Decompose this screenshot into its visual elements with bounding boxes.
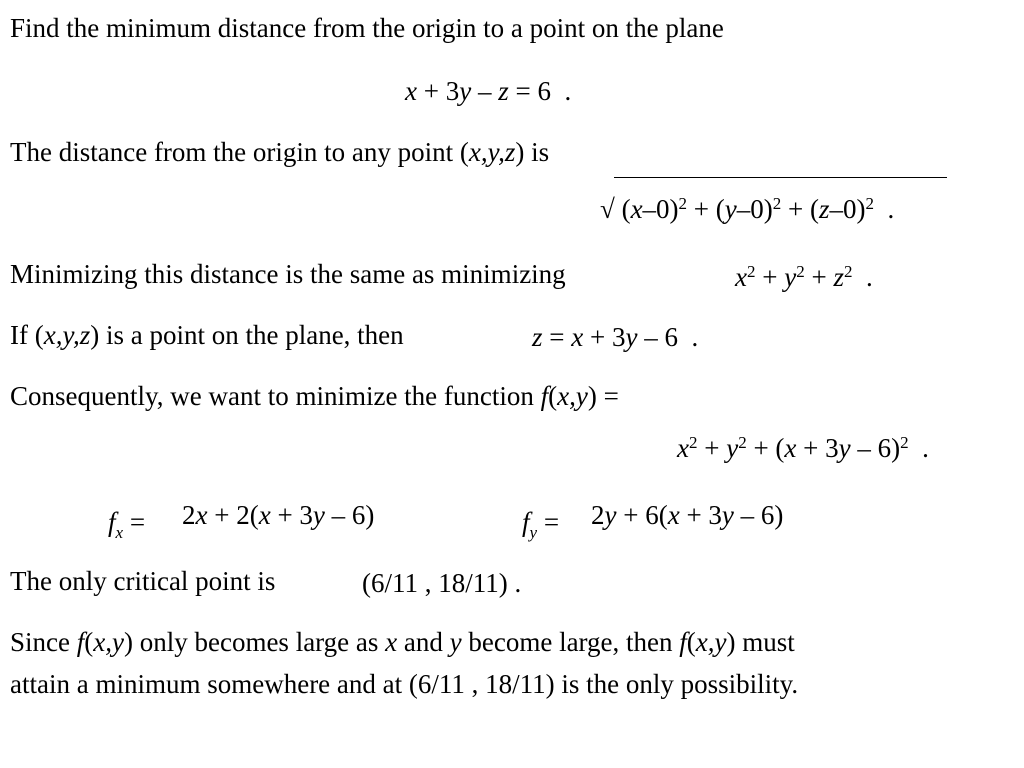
fx-expression: 2x + 2(x + 3y – 6) xyxy=(182,500,375,530)
sqrt-vinculum xyxy=(614,177,947,178)
fy-label: $f_y$ = xyxy=(522,507,560,542)
critical-text: The only critical point is xyxy=(10,566,276,596)
plane-point-text: If (x,y,z) is a point on the plane, then xyxy=(10,320,404,350)
distance-formula: √ $(x-0)^2 + (y-0)^2 + (z-0)^2$ . xyxy=(600,194,895,224)
critical-point: (6/11 , 18/11) . xyxy=(362,568,522,598)
plane-equation: x + 3y – z = 6 . xyxy=(405,76,572,106)
minimize-text: Minimizing this distance is the same as minimizing xyxy=(10,259,566,289)
fy-expression: 2y + 6(x + 3y – 6) xyxy=(591,500,784,530)
conclusion-line-1: Since f(x,y) only becomes large as x and y become large, then f(x,y) must xyxy=(10,627,795,657)
problem-statement: Find the minimum distance from the origin to a point on the plane xyxy=(10,13,724,43)
minimize-expression: $x^2 + y^2 + z^2$ . xyxy=(735,262,873,292)
conclusion-line-2: attain a minimum somewhere and at (6/11 , 18/11) is the only possibility. xyxy=(10,669,799,699)
distance-intro: The distance from the origin to any point (x,y,z) is xyxy=(10,137,550,167)
fx-label: $f_x$ = xyxy=(108,507,146,542)
function-text: Consequently, we want to minimize the function f(x,y) = xyxy=(10,381,619,411)
function-expression: $x^2 + y^2 + (x + 3y - 6)^2$ . xyxy=(677,433,929,463)
z-substitution: z = x + 3y – 6 . xyxy=(532,322,699,352)
